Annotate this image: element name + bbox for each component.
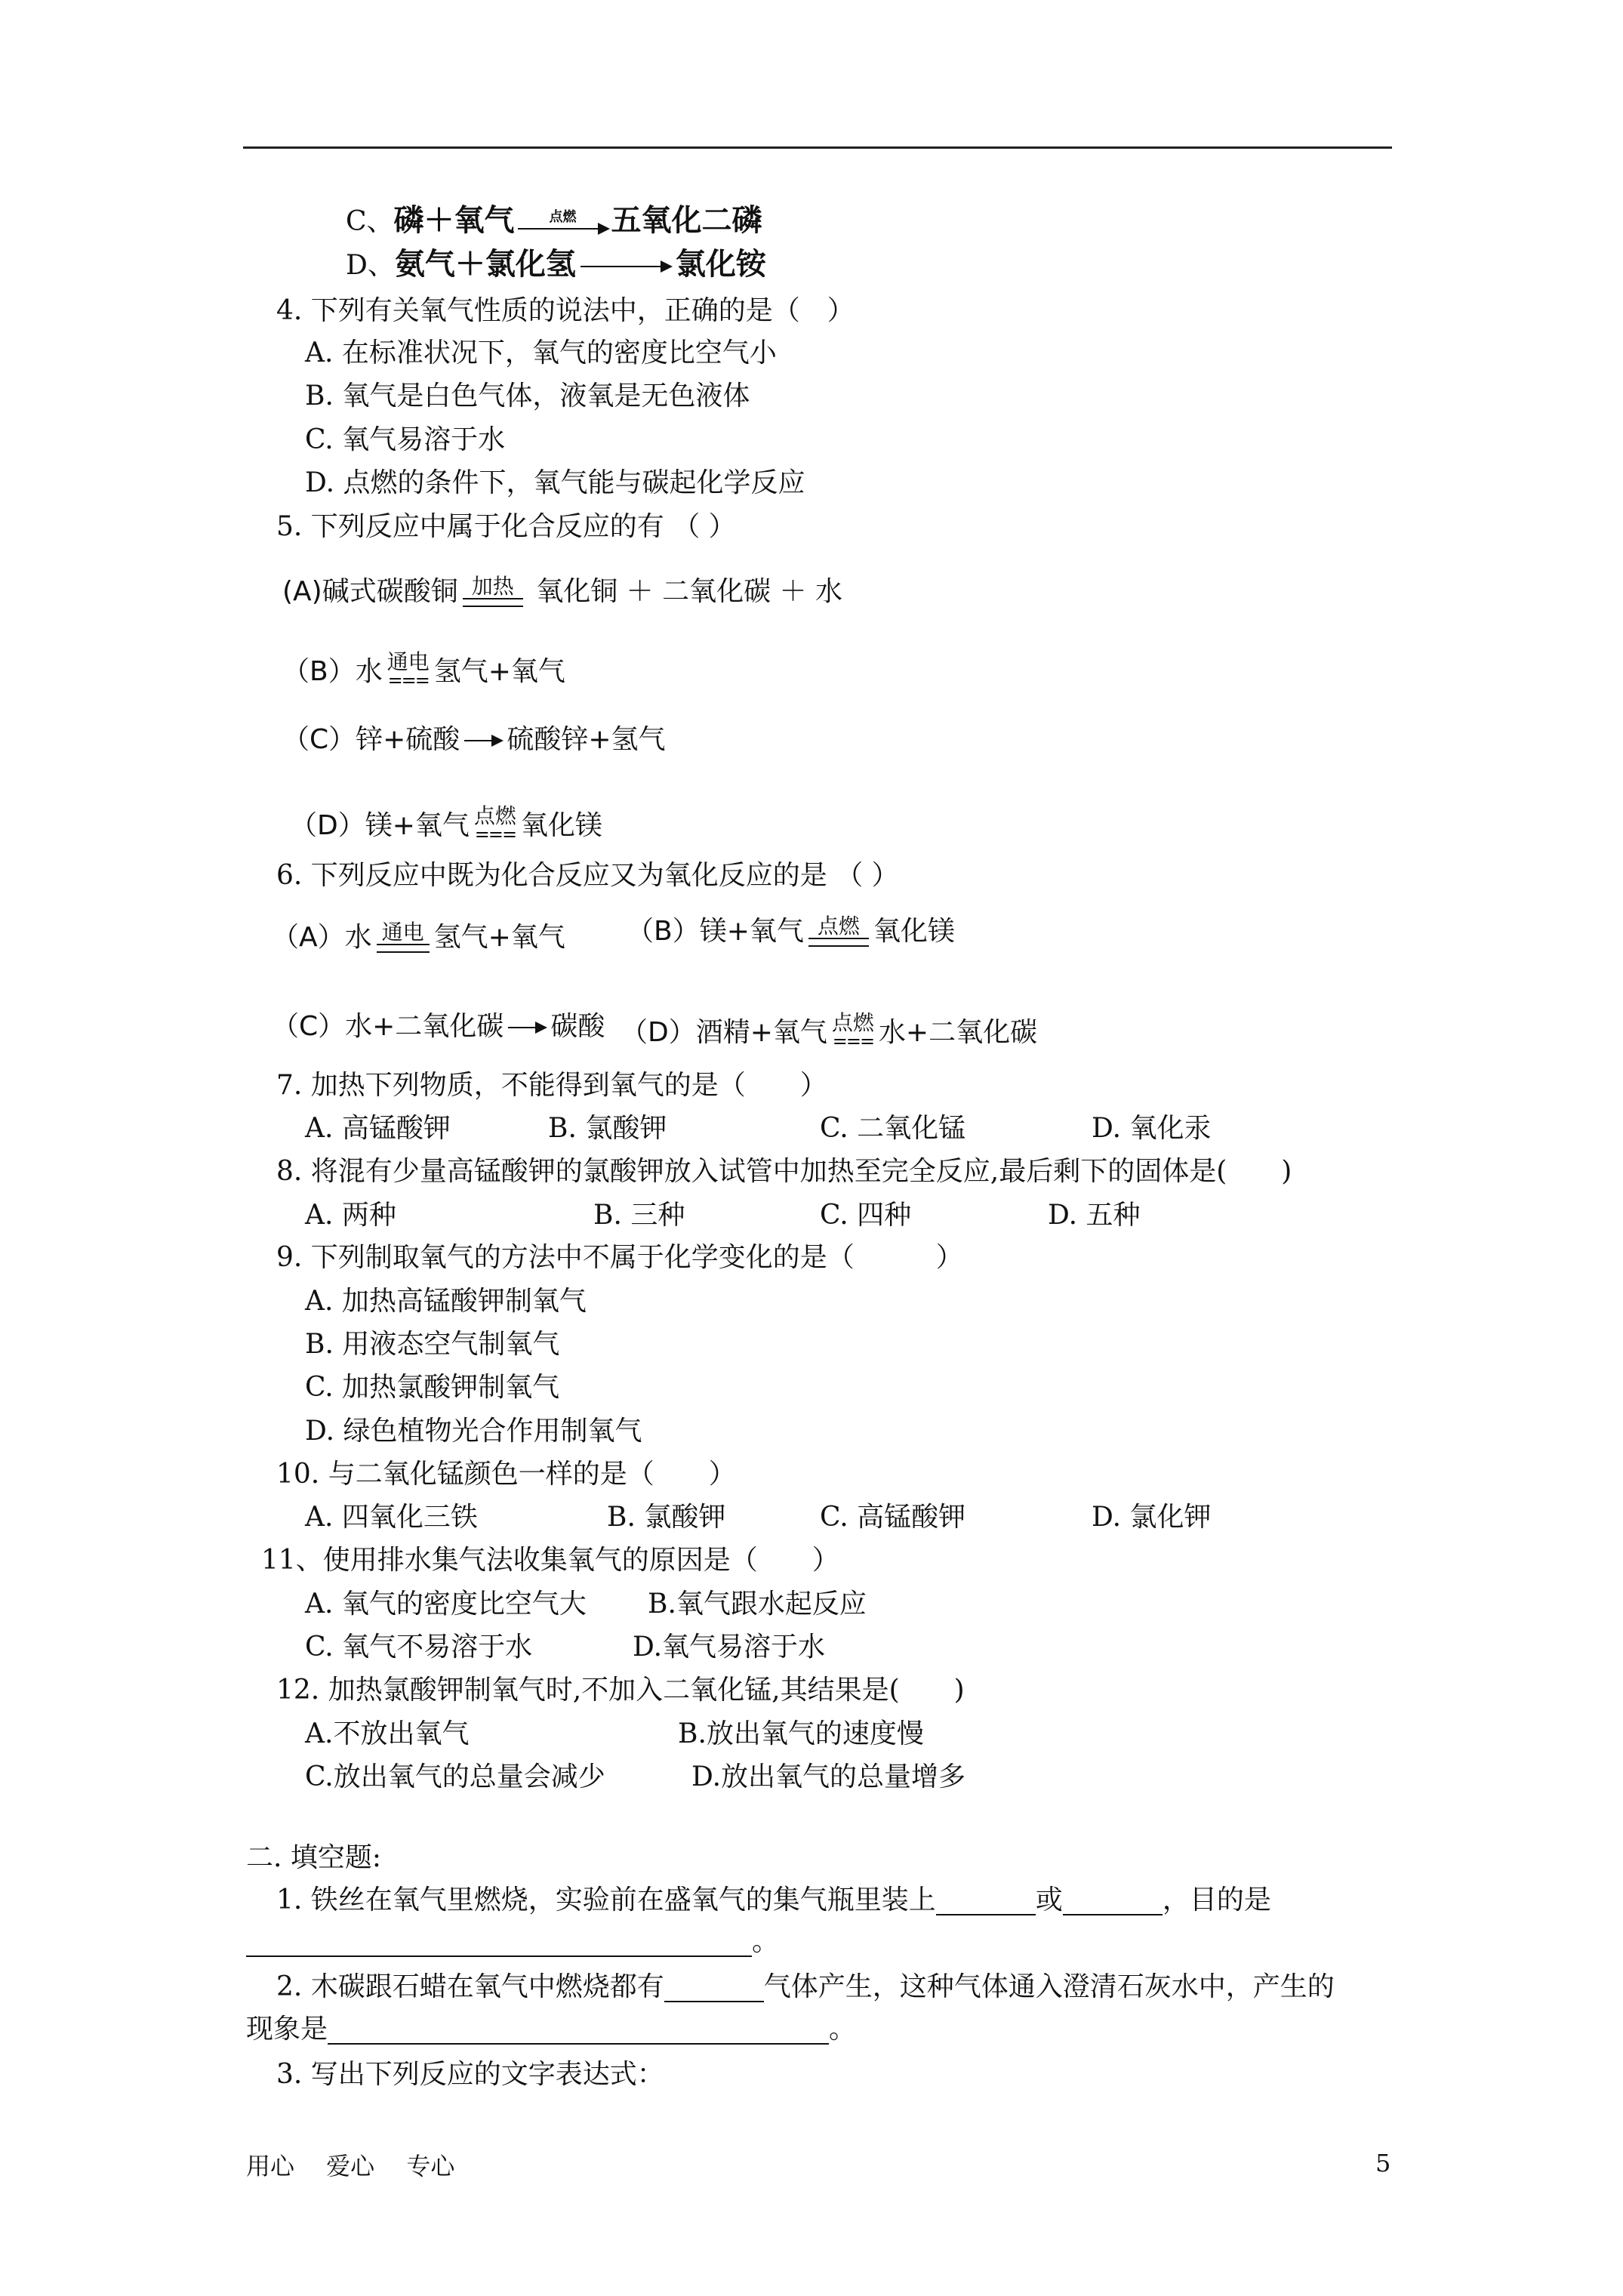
footer-motto: 用心 爱心 专心	[246, 2152, 455, 2180]
q9-stem: 9. 下列制取氧气的方法中不属于化学变化的是（ ）	[276, 1242, 963, 1273]
q5-reaction-a: (A)碱式碳酸铜 加热 氧化铜 ＋ 二氧化碳 ＋ 水	[282, 574, 842, 607]
section-heading: 二. 填空题:	[246, 1842, 382, 1873]
q4-option-d: D. 点燃的条件下，氧气能与碳起化学反应	[305, 467, 805, 498]
q9-option-b: B. 用液态空气制氧气	[305, 1329, 560, 1360]
fill-1-line-2: 。	[246, 1927, 779, 1957]
q10-option-d: D. 氯化钾	[1092, 1502, 1212, 1533]
fill-1-blank-3[interactable]	[246, 1930, 752, 1957]
q12-option-a: A.不放出氧气	[305, 1718, 470, 1749]
q8-option-a: A. 两种	[305, 1200, 396, 1231]
q4-option-b: B. 氧气是白色气体，液氧是无色液体	[305, 381, 750, 411]
q4-option-a: A. 在标准状况下，氧气的密度比空气小	[305, 337, 777, 368]
q8-stem: 8. 将混有少量高锰酸钾的氯酸钾放入试管中加热至完全反应,最后剩下的固体是( )	[276, 1156, 1292, 1187]
fill-2-blank-1[interactable]	[664, 1975, 764, 2002]
q10-option-b: B. 氯酸钾	[607, 1502, 726, 1533]
q5-reaction-b: （B）水 通电 === 氢气+氧气	[282, 649, 565, 691]
q5-stem: 5. 下列反应中属于化合反应的有 （ ）	[276, 511, 736, 542]
header-rule	[243, 146, 1392, 149]
q6-stem: 6. 下列反应中既为化合反应又为氧化反应的是 （ ）	[276, 860, 899, 891]
q4-stem: 4. 下列有关氧气性质的说法中，正确的是（ ）	[276, 295, 855, 326]
q5-reaction-d: （D）镁+氧气 点燃 === 氧化镁	[290, 803, 602, 845]
q11-option-b: B.氧气跟水起反应	[648, 1589, 867, 1620]
q4-option-c: C. 氧气易溶于水	[305, 424, 506, 455]
q10-stem: 10. 与二氧化锰颜色一样的是（ ）	[276, 1459, 736, 1490]
q6-reaction-d: （D）酒精+氧气 点燃 === 水+二氧化碳	[621, 1010, 1038, 1052]
q7-option-b: B. 氯酸钾	[548, 1113, 667, 1144]
q7-option-d: D. 氧化汞	[1092, 1113, 1212, 1144]
q8-option-b: B. 三种	[593, 1200, 685, 1231]
q5-reaction-c: （C）锌+硫酸 硫酸锌+氢气	[282, 724, 666, 755]
q11-option-d: D.氧气易溶于水	[633, 1632, 826, 1663]
q3-option-d: D、氨气＋氯化氢 氯化铵	[346, 246, 766, 282]
q7-option-a: A. 高锰酸钾	[305, 1113, 451, 1144]
q6-reaction-b: （B）镁+氧气 点燃 氧化镁	[627, 914, 955, 947]
q12-option-c: C.放出氧气的总量会减少	[305, 1761, 605, 1792]
q11-stem: 11、使用排水集气法收集氧气的原因是（ ）	[261, 1545, 839, 1576]
q6-reaction-a: （A）水 通电 氢气+氧气	[272, 920, 565, 953]
q11-option-a: A. 氧气的密度比空气大	[305, 1589, 587, 1620]
q9-option-a: A. 加热高锰酸钾制氧气	[305, 1286, 587, 1317]
q10-option-c: C. 高锰酸钾	[820, 1502, 966, 1533]
q7-option-c: C. 二氧化锰	[820, 1113, 966, 1144]
q8-option-d: D. 五种	[1048, 1200, 1141, 1231]
q12-option-b: B.放出氧气的速度慢	[678, 1718, 924, 1749]
q12-option-d: D.放出氧气的总量增多	[691, 1761, 966, 1792]
q10-option-a: A. 四氧化三铁	[305, 1502, 478, 1533]
fill-1-blank-1[interactable]	[936, 1888, 1036, 1915]
q7-stem: 7. 加热下列物质，不能得到氧气的是（ ）	[276, 1070, 827, 1101]
q6-reaction-c: （C）水+二氧化碳 碳酸	[272, 1011, 605, 1042]
fill-2-line-1: 2. 木碳跟石蜡在氧气中燃烧都有 气体产生，这种气体通入澄清石灰水中，产生的	[276, 1971, 1335, 2002]
q9-option-d: D. 绿色植物光合作用制氧气	[305, 1416, 642, 1447]
fill-3-stem: 3. 写出下列反应的文字表达式：	[276, 2059, 664, 2090]
q12-stem: 12. 加热氯酸钾制氧气时,不加入二氧化锰,其结果是( )	[276, 1675, 965, 1706]
q9-option-c: C. 加热氯酸钾制氧气	[305, 1372, 560, 1403]
fill-1-blank-2[interactable]	[1063, 1888, 1163, 1915]
page-number: 5	[1375, 2149, 1391, 2177]
fill-1-line-1: 1. 铁丝在氧气里燃烧，实验前在盛氧气的集气瓶里装上 或 ，目的是	[276, 1885, 1271, 1915]
q8-option-c: C. 四种	[820, 1200, 912, 1231]
fill-2-line-2: 现象是 。	[246, 2014, 857, 2045]
q11-option-c: C. 氧气不易溶于水	[305, 1632, 533, 1663]
fill-2-blank-2[interactable]	[328, 2017, 829, 2045]
q3-option-c: C、磷＋氧气 点燃 五氧化二磷	[346, 202, 762, 238]
